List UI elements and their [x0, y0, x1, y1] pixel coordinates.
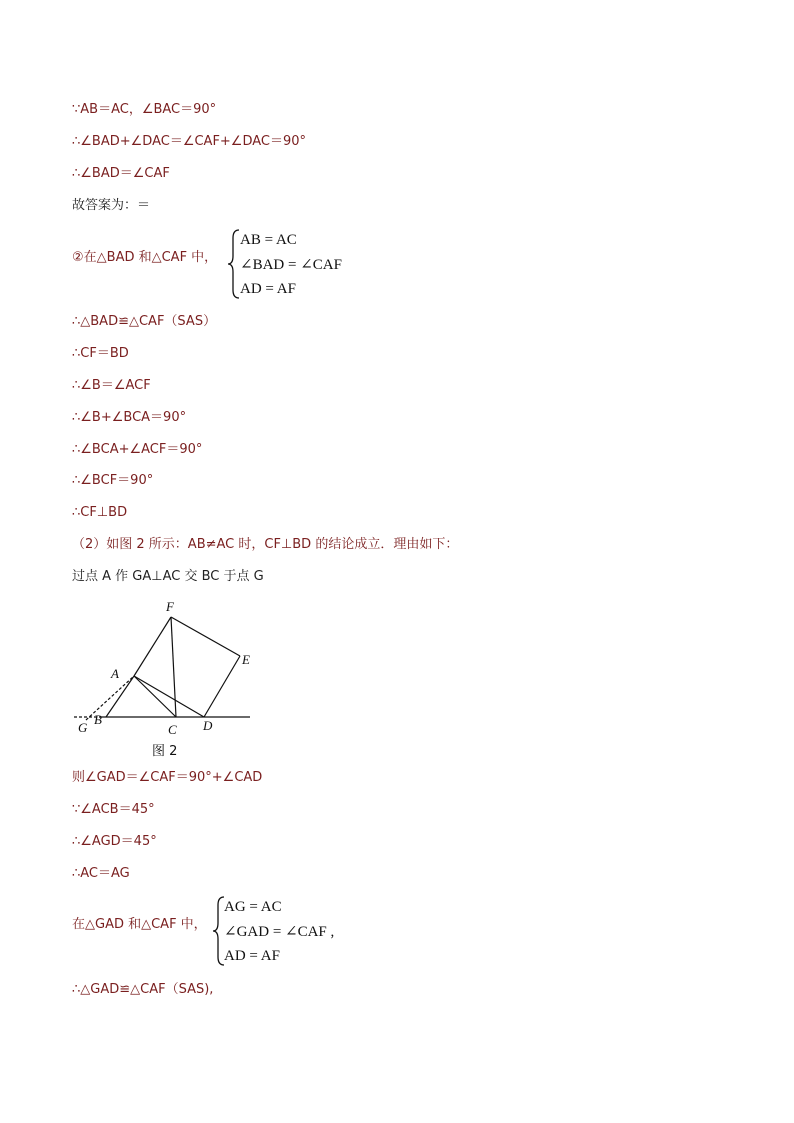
point-label-c: C — [168, 722, 177, 737]
point-label-f: F — [166, 599, 174, 614]
left-brace-icon — [227, 228, 241, 300]
step-line: ∴∠BAD＝∠CAF — [72, 166, 170, 181]
system-lead: 在△GAD 和△CAF 中， — [72, 917, 207, 932]
step-line: ∴∠B＝∠ACF — [72, 378, 151, 393]
system-row: AD = AF — [240, 281, 296, 297]
point-label-e: E — [242, 652, 250, 667]
segment-fc — [171, 617, 176, 717]
segment-ed — [204, 656, 240, 717]
step-line: ∵AB＝AC，∠BAC＝90° — [72, 102, 217, 117]
system-row: AD = AF — [224, 948, 280, 964]
part-2-heading: （2）如图 2 所示：AB≠AC 时，CF⊥BD 的结论成立．理由如下： — [72, 537, 459, 552]
system-row: ∠GAD = ∠CAF , — [224, 923, 335, 940]
point-label-d: D — [203, 718, 213, 733]
system-row: ∠BAD = ∠CAF — [240, 256, 342, 273]
step-line: ∴∠BAD+∠DAC＝∠CAF+∠DAC＝90° — [72, 134, 307, 149]
step-line: ∴△GAD≌△CAF（SAS), — [72, 982, 214, 997]
step-line: ∴CF＝BD — [72, 346, 129, 361]
geometry-figure — [72, 596, 272, 761]
system-row: AG = AC — [224, 899, 282, 915]
system-rows — [224, 895, 334, 969]
step-line: ∴∠AGD＝45° — [72, 834, 157, 849]
step-line: ∴AC＝AG — [72, 866, 130, 881]
point-label-b: B — [94, 712, 102, 727]
segment-fe — [171, 617, 240, 656]
point-label-g: G — [78, 720, 88, 735]
step-line: 则∠GAD＝∠CAF＝90°+∠CAD — [72, 770, 263, 785]
segment-af — [134, 617, 171, 676]
figure-caption: 图 2 — [152, 744, 178, 759]
step-line: ∴∠BCF＝90° — [72, 473, 154, 488]
system-row: AB = AC — [240, 232, 297, 248]
segment-ab — [106, 676, 134, 717]
point-label-a: A — [111, 666, 119, 681]
system-rows — [240, 228, 342, 302]
step-line: ∴∠B+∠BCA＝90° — [72, 410, 187, 425]
system-lead: ②在△BAD 和△CAF 中， — [72, 250, 218, 265]
construction-line: 过点 A 作 GA⊥AC 交 BC 于点 G — [72, 569, 264, 584]
answer-line: 故答案为：＝ — [72, 198, 151, 213]
step-line: ∴CF⊥BD — [72, 505, 128, 520]
step-line: ∵∠ACB＝45° — [72, 802, 155, 817]
step-line: ∴△BAD≌△CAF（SAS） — [72, 314, 217, 329]
step-line: ∴∠BCA+∠ACF＝90° — [72, 442, 203, 457]
